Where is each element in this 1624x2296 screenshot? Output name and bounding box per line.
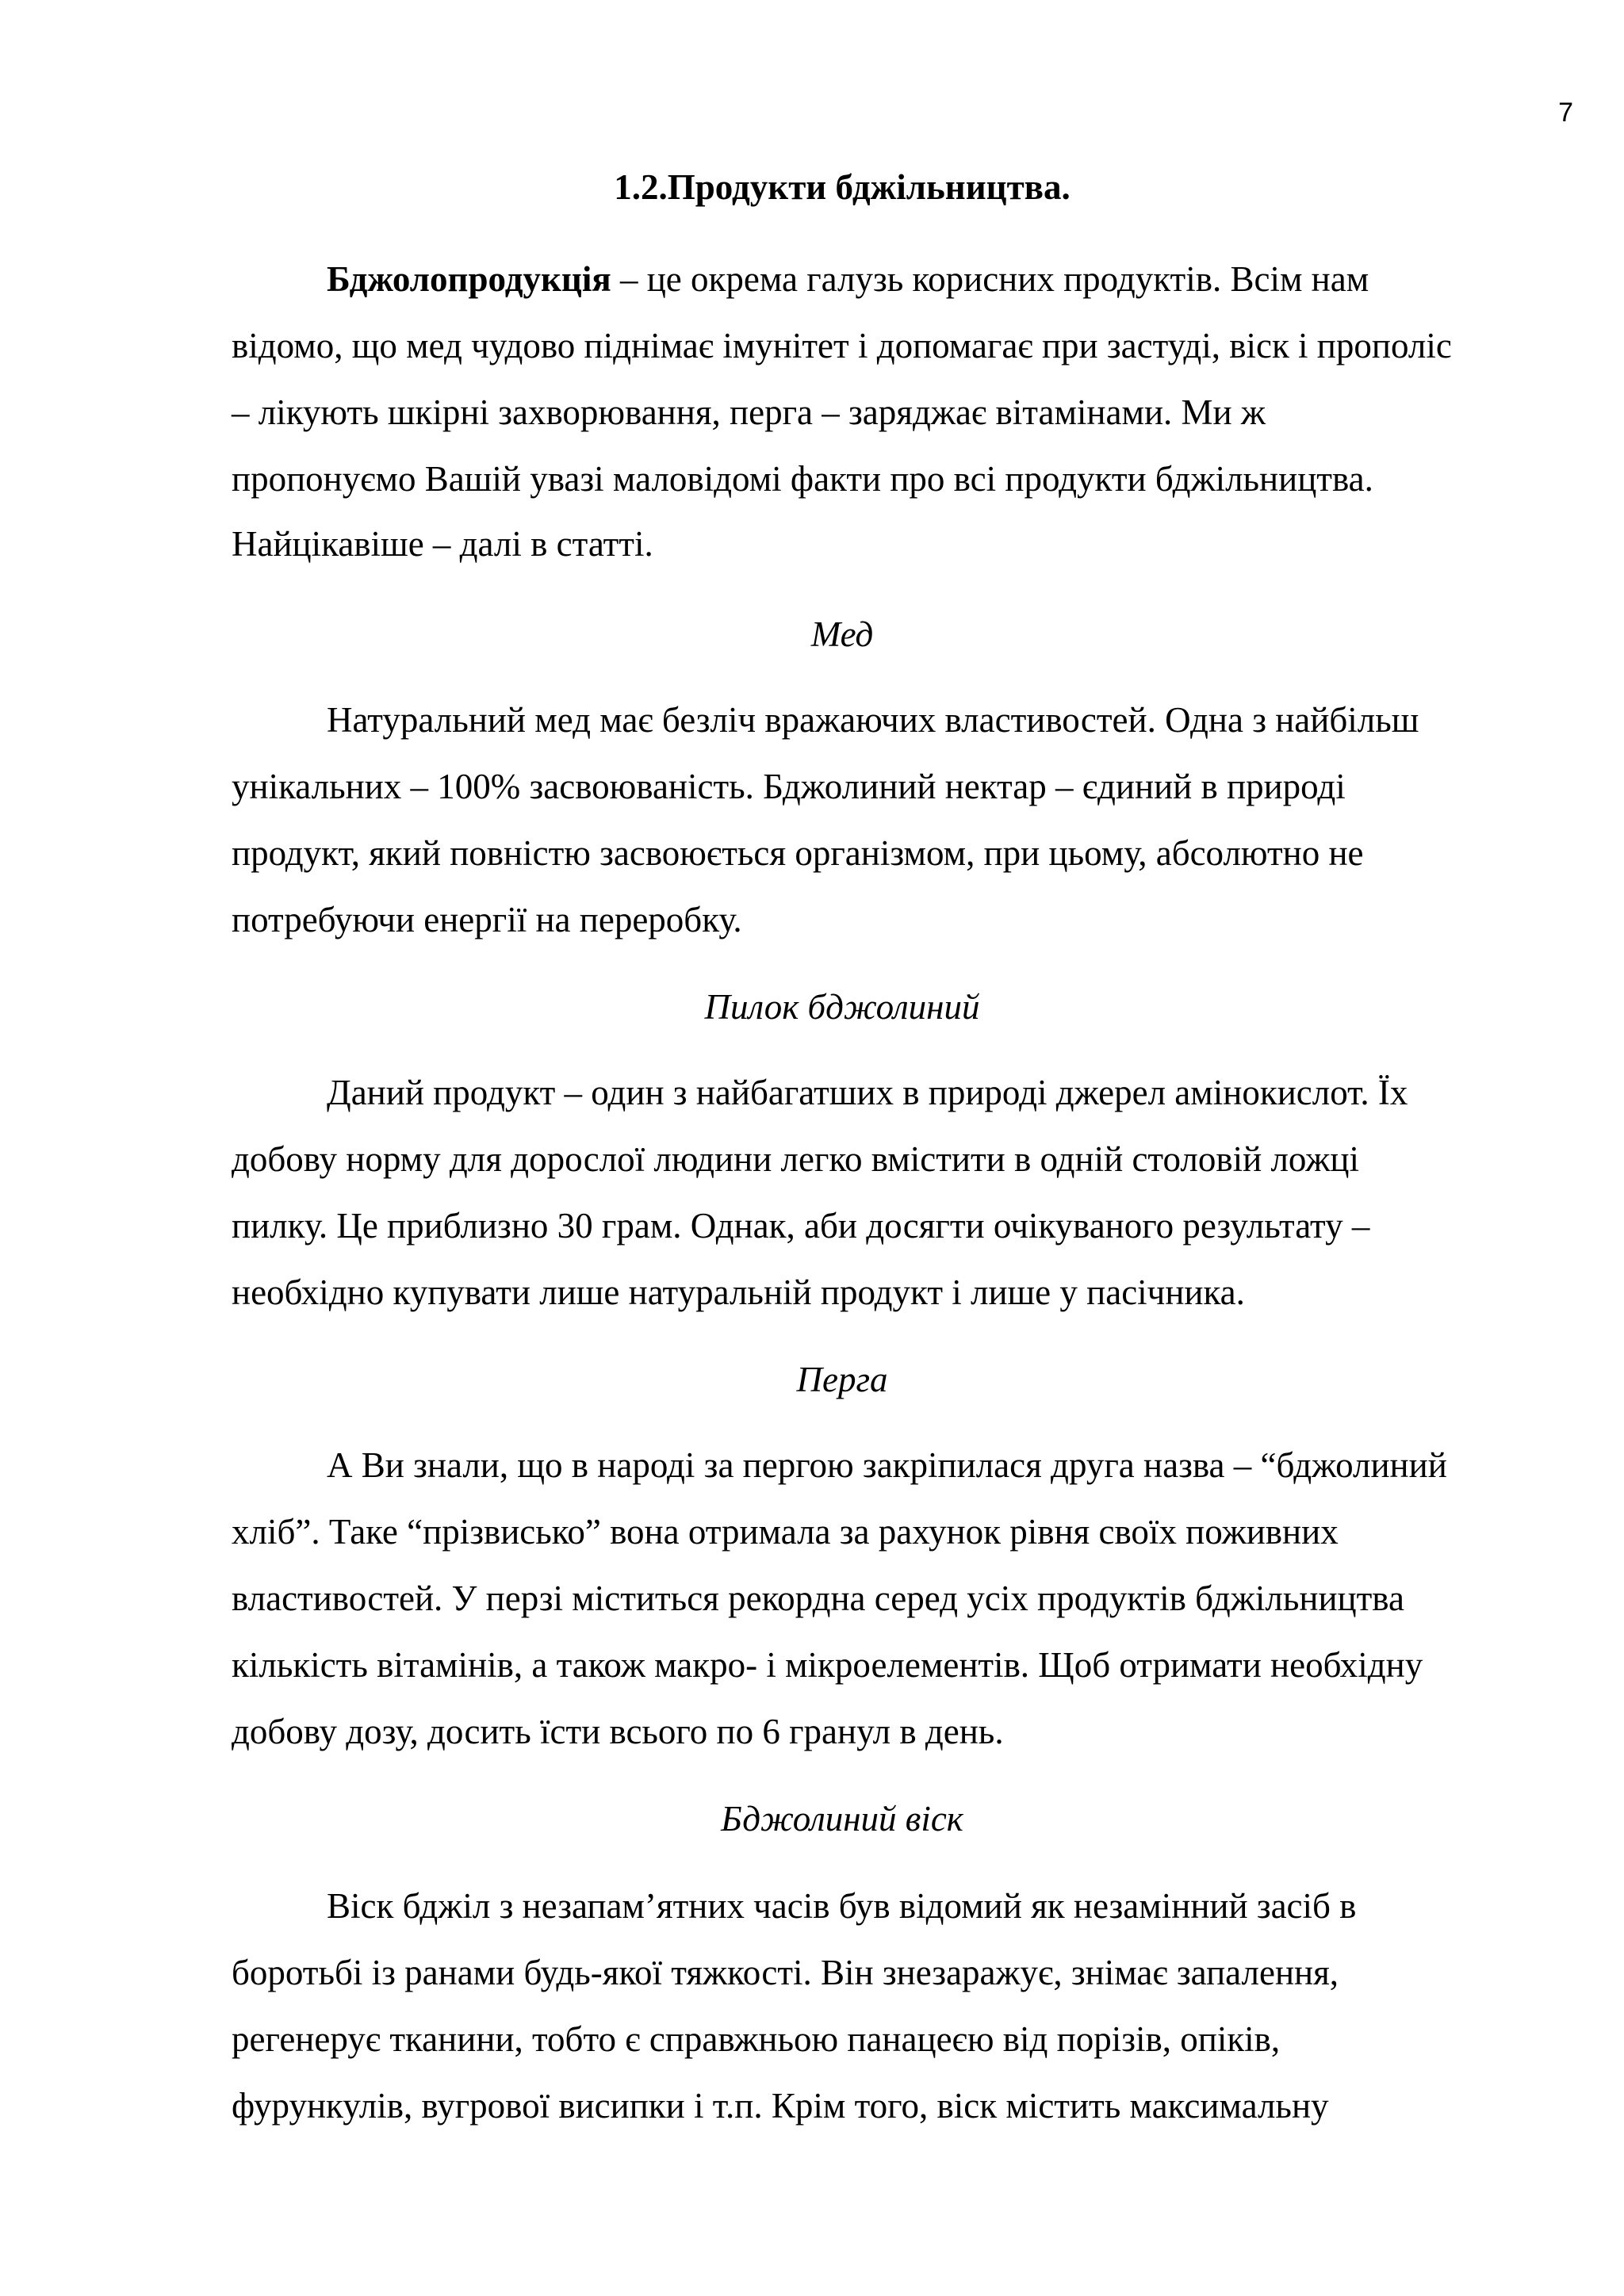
paragraph-line: фурункулів, вугрової висипки і т.п. Крім того, віск містить максимальну xyxy=(232,2086,1329,2126)
paragraph-line: добову норму для дорослої людини легко вмістити в одній столовій ложці xyxy=(232,1139,1359,1179)
section-title: 1.2.Продукти бджільництва. xyxy=(614,167,1071,207)
subheading-beeswax: Бджолиний віск xyxy=(721,1799,963,1839)
paragraph-line: боротьбі із ранами будь-якої тяжкості. Він знезаражує, знімає запалення, xyxy=(232,1953,1339,1992)
paragraph-line: Даний продукт – один з найбагатших в природі джерел амінокислот. Їх xyxy=(327,1073,1408,1112)
subheading-bee-pollen: Пилок бджолиний xyxy=(704,987,980,1027)
paragraph-line: відомо, що мед чудово піднімає імунітет і допомагає при застуді, віск і прополіс xyxy=(232,326,1452,365)
paragraph-line: хліб”. Таке “прізвисько” вона отримала за рахунок рівня своїх поживних xyxy=(232,1512,1339,1552)
subheading-bee-bread: Перга xyxy=(796,1360,888,1399)
paragraph-line: необхідно купувати лише натуральній продукт і лише у пасічника. xyxy=(232,1272,1245,1312)
page-number: 7 xyxy=(1558,98,1573,128)
subheading-honey: Мед xyxy=(810,614,874,654)
paragraph-line: Натуральний мед має безліч вражаючих властивостей. Одна з найбільш xyxy=(327,700,1419,740)
paragraph-line: продукт, який повністю засвоюється організмом, при цьому, абсолютно не xyxy=(232,833,1364,873)
paragraph-line: Найцікавіше – далі в статті. xyxy=(232,524,653,564)
paragraph-line: потребуючи енергії на переробку. xyxy=(232,900,742,939)
intro-text: – це окрема галузь корисних продуктів. Всім нам xyxy=(611,259,1369,299)
paragraph-line: добову дозу, досить їсти всього по 6 гранул в день. xyxy=(232,1712,1004,1751)
intro-term: Бджолопродукція xyxy=(327,259,611,299)
paragraph-line: унікальних – 100% засвоюваність. Бджолиний нектар – єдиний в природі xyxy=(232,767,1346,806)
paragraph-line: – лікують шкірні захворювання, перга – заряджає вітамінами. Ми ж xyxy=(232,392,1266,432)
paragraph-line: властивостей. У перзі міститься рекордна серед усіх продуктів бджільництва xyxy=(232,1578,1404,1618)
paragraph-line: пропонуємо Вашій увазі маловідомі факти про всі продукти бджільництва. xyxy=(232,459,1373,499)
paragraph-line: Віск бджіл з незапам’ятних часів був відомий як незамінний засіб в xyxy=(327,1886,1357,1926)
paragraph-line: пилку. Це приблизно 30 грам. Однак, аби досягти очікуваного результату – xyxy=(232,1206,1370,1246)
paragraph-line: кількість вітамінів, а також макро- і мікроелементів. Щоб отримати необхідну xyxy=(232,1645,1423,1685)
intro-line-1 xyxy=(327,255,1369,303)
paragraph-line: А Ви знали, що в народі за пергою закріпилася друга назва – “бджолиний xyxy=(327,1445,1447,1485)
paragraph-line: регенерує тканини, тобто є справжньою панацеєю від порізів, опіків, xyxy=(232,2019,1281,2059)
